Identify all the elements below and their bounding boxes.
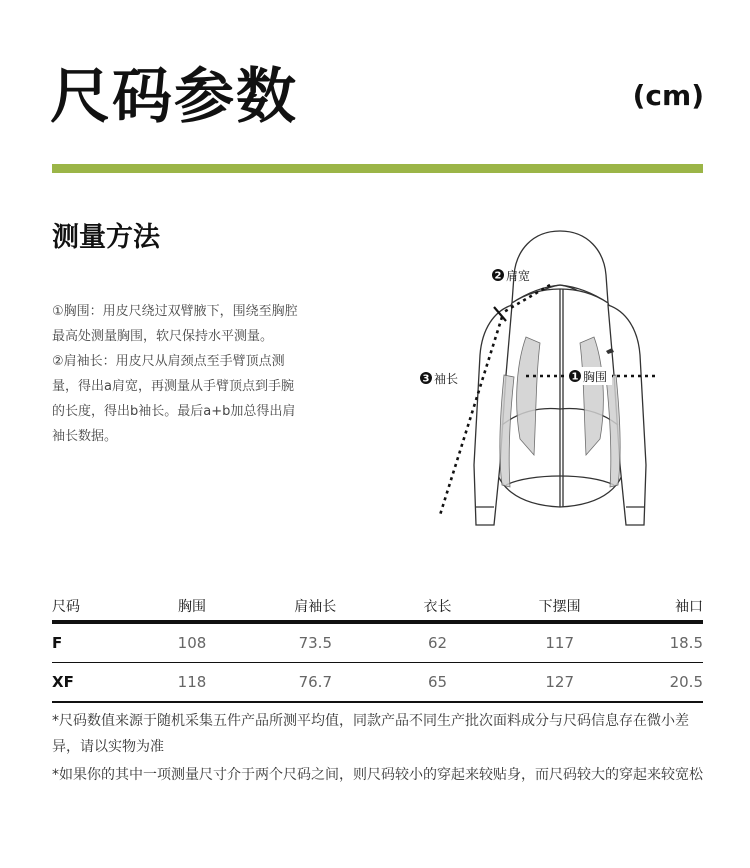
shoulder-label-text: 肩宽 [506, 269, 531, 283]
size-table [52, 592, 703, 703]
sleeve-label-num: 3 [422, 373, 430, 385]
header-size: 尺码 [52, 592, 142, 622]
shoulder-label-num: 2 [494, 270, 502, 282]
cell-size: XF [52, 663, 142, 703]
cell-cuff: 20.5 [633, 663, 703, 703]
accent-divider [52, 164, 703, 173]
note-chest: ①胸围：用皮尺绕过双臂腋下，围绕至胸腔最高处测量胸围，软尺保持水平测量。 [52, 304, 298, 344]
cell-size: F [52, 622, 142, 663]
table-row [52, 663, 703, 703]
cell-chest: 118 [142, 663, 242, 703]
footnotes [52, 708, 712, 790]
footnote-source: *尺码数值来源于随机采集五件产品所测平均值，同款产品不同生产批次面料成分与尺码信息存在微小差异，请以实物为准 [52, 713, 689, 755]
shoulder-label [492, 268, 530, 283]
cell-length: 62 [389, 622, 487, 663]
header-length: 衣长 [389, 592, 487, 622]
header-shoulder-sleeve: 肩袖长 [242, 592, 389, 622]
note-shoulder-sleeve: ②肩袖长：用皮尺从肩颈点至手臂顶点测量，得出a肩宽，再测量从手臂顶点到手腕的长度，得出b袖长。最后a+b加总得出肩袖长数据。 [52, 354, 296, 444]
chest-label [566, 367, 612, 385]
chest-label-num: 1 [571, 371, 579, 383]
table-header-row [52, 592, 703, 622]
section-title: 测量方法 [52, 222, 160, 253]
jacket-diagram [410, 225, 710, 535]
unit-label: (cm) [632, 79, 704, 112]
cell-length: 65 [389, 663, 487, 703]
header-chest: 胸围 [142, 592, 242, 622]
cell-hem: 127 [486, 663, 633, 703]
cell-cuff: 18.5 [633, 622, 703, 663]
table-row [52, 622, 703, 663]
page-title: 尺码参数 [50, 62, 298, 132]
chest-label-text: 胸围 [583, 370, 608, 384]
method-notes [52, 299, 302, 449]
header-cuff: 袖口 [633, 592, 703, 622]
sleeve-label [420, 371, 458, 386]
footnote-fit: *如果你的其中一项测量尺寸介于两个尺码之间，则尺码较小的穿起来较贴身，而尺码较大的穿起来较宽松 [52, 767, 703, 783]
cell-shoulder-sleeve: 76.7 [242, 663, 389, 703]
cell-hem: 117 [486, 622, 633, 663]
sleeve-label-text: 袖长 [434, 372, 459, 386]
header-hem: 下摆围 [486, 592, 633, 622]
cell-chest: 108 [142, 622, 242, 663]
cell-shoulder-sleeve: 73.5 [242, 622, 389, 663]
